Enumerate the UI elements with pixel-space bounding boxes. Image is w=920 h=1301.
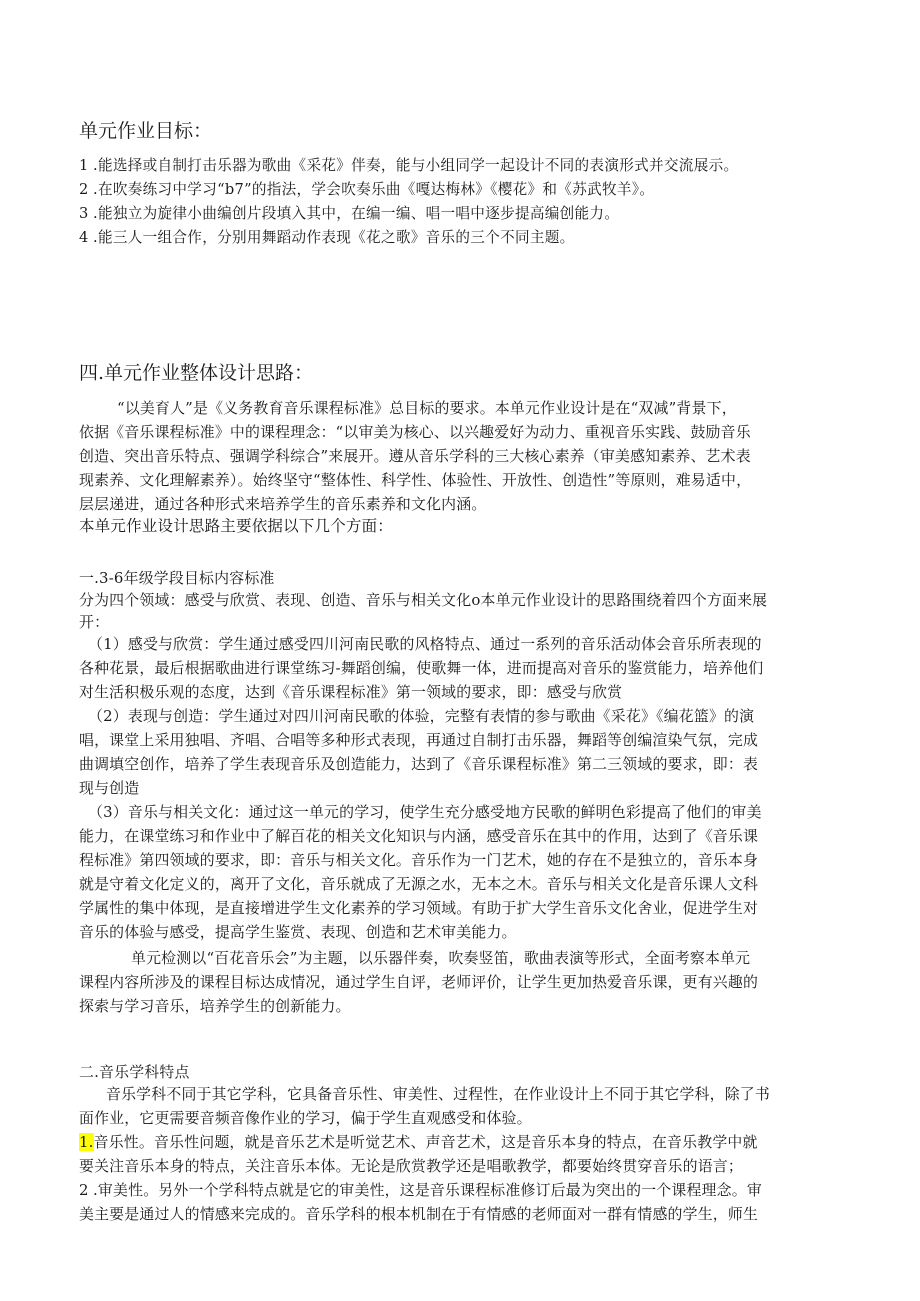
basis-line: 本单元作业设计思路主要依据以下几个方面： — [79, 517, 394, 535]
goal-num: 1 — [79, 157, 89, 174]
goal-text: .能三人一组合作，分别用舞蹈动作表现《花之歌》音乐的三个不同主题。 — [93, 229, 575, 246]
goal-item-2 — [79, 178, 859, 202]
part2-item1-text: 音乐性。音乐性问题，就是音乐艺术是听觉艺术、声音艺术，这是音乐本身的特点，在音乐教学中就 — [93, 1133, 758, 1151]
part1-line: 就是守着文化定义的，离开了文化，音乐就成了无源之水，无本之木。音乐与相关文化是音乐课人文科 — [79, 875, 759, 893]
part1-line: 探索与学习音乐，培养学生的创新能力。 — [79, 997, 351, 1015]
part2-item2 — [79, 1178, 859, 1202]
intro-line: “以美育人”是《义务教育音乐课程标准》总目标的要求。本单元作业设计是在“双减”背景下， — [117, 399, 737, 417]
intro-line: 现素养、文化理解素养）。始终坚守“整体性、科学性、体验性、开放性、创造性”等原则，难易适中， — [79, 471, 752, 489]
part1-line: （3）音乐与相关文化：通过这一单元的学习，使学生充分感受地方民歌的鲜明色彩提高了他们的审美 — [88, 803, 762, 821]
section4-title: 四.单元作业整体设计思路： — [79, 362, 314, 384]
part2-line: 美主要是通过人的情感来完成的。音乐学科的根本机制在于有情感的老师面对一群有情感的学生，师生 — [79, 1205, 759, 1223]
goal-text: .能选择或自制打击乐器为歌曲《采花》伴奏，能与小组同学一起设计不同的表演形式并交流展示。 — [93, 157, 739, 174]
part1-line: 单元检测以“百花音乐会”为主题，以乐器伴奏，吹奏竖笛，歌曲表演等形式，全面考察本单元 — [131, 949, 751, 967]
goal-num: 3 — [79, 205, 89, 222]
part1-line: 音乐的体验与感受，提高学生鉴赏、表现、创造和艺术审美能力。 — [79, 923, 517, 941]
goal-num: 2 — [79, 181, 89, 198]
goal-text: .能独立为旋律小曲编创片段填入其中，在编一编、唱一唱中逐步提高编创能力。 — [93, 205, 620, 222]
part2-item1 — [79, 1130, 859, 1154]
item-number: 2 — [79, 1181, 89, 1199]
part1-title: 一.3-6年级学段目标内容标准 — [79, 569, 275, 587]
highlighted-number: 1. — [79, 1133, 94, 1151]
intro-line: 创造、突出音乐特点、强调学科综合”来展开。遵从音乐学科的三大核心素养（审美感知素养、艺术表 — [79, 447, 751, 465]
part2-line: 要关注音乐本身的特点，关注音乐本体。无论是欣赏教学还是唱歌教学，都要始终贯穿音乐的语言； — [79, 1157, 743, 1175]
part1-line: 分为四个领域：感受与欣赏、表现、创造、音乐与相关文化o本单元作业设计的思路围绕着四个方面来展 — [79, 591, 768, 609]
goal-item-1 — [79, 154, 859, 178]
part1-line: 开： — [79, 613, 110, 631]
goal-text: .在吹奏练习中学习“b7”的指法，学会吹奏乐曲《嘎达梅林》《樱花》和《苏武牧羊》。 — [93, 181, 655, 198]
goal-item-3 — [79, 202, 859, 226]
part1-line: 曲调填空创作，培养了学生表现音乐及创造能力，达到了《音乐课程标准》第二三领域的要求，即：表 — [79, 755, 759, 773]
part1-line: 各种花景，最后根据歌曲进行课堂练习-舞蹈创编，使歌舞一体，进而提高对音乐的鉴赏能力，培养他们 — [79, 659, 764, 677]
part2-item2-text: .审美性。另外一个学科特点就是它的审美性，这是音乐课程标准修订后最为突出的一个课程理念。审 — [93, 1181, 762, 1199]
part1-line: （2）表现与创造：学生通过对四川河南民歌的体验，完整有表情的参与歌曲《采花》《编花篮》的演 — [88, 707, 755, 725]
part1-line: 程标准》第四领域的要求，即：音乐与相关文化。音乐作为一门艺术，她的存在不是独立的，音乐本身 — [79, 851, 759, 869]
part1-line: （1）感受与欣赏：学生通过感受四川河南民歌的风格特点、通过一系列的音乐活动体会音乐所表现的 — [88, 635, 762, 653]
part1-line: 能力，在课堂练习和作业中了解百花的相关文化知识与内涵，感受音乐在其中的作用，达到了《音乐课 — [79, 827, 759, 845]
intro-line: 层层递进，通过各种形式来培养学生的音乐素养和文化内涵。 — [79, 495, 487, 513]
part2-title: 二.音乐学科特点 — [79, 1063, 190, 1081]
part1-line: 唱，课堂上采用独唱、齐唱、合唱等多种形式表现，再通过自制打击乐器，舞蹈等创编渲染气氛，完成 — [79, 731, 759, 749]
part2-line: 音乐学科不同于其它学科，它具备音乐性、审美性、过程性，在作业设计上不同于其它学科，除了书 — [106, 1085, 770, 1103]
goal-num: 4 — [79, 229, 89, 246]
goals-title: 单元作业目标： — [79, 120, 213, 142]
part1-line: 现与创造 — [79, 779, 140, 797]
part1-line: 对生活积极乐观的态度，达到《音乐课程标准》第一领域的要求，即：感受与欣赏 — [79, 683, 623, 701]
goal-item-4 — [79, 226, 859, 250]
part2-line: 面作业，它更需要音频音像作业的学习，偏于学生直观感受和体验。 — [79, 1109, 532, 1127]
intro-line: 依据《音乐课程标准》中的课程理念：“以审美为核心、以兴趣爱好为动力、重视音乐实践、鼓励音乐 — [79, 423, 751, 441]
part1-line: 学属性的集中体现，是直接增进学生文化素养的学习领域。有助于扩大学生音乐文化舍业，促进学生对 — [79, 899, 759, 917]
part1-line: 课程内容所涉及的课程目标达成情况，通过学生自评，老师评价，让学生更加热爱音乐课，更有兴趣的 — [79, 973, 759, 991]
